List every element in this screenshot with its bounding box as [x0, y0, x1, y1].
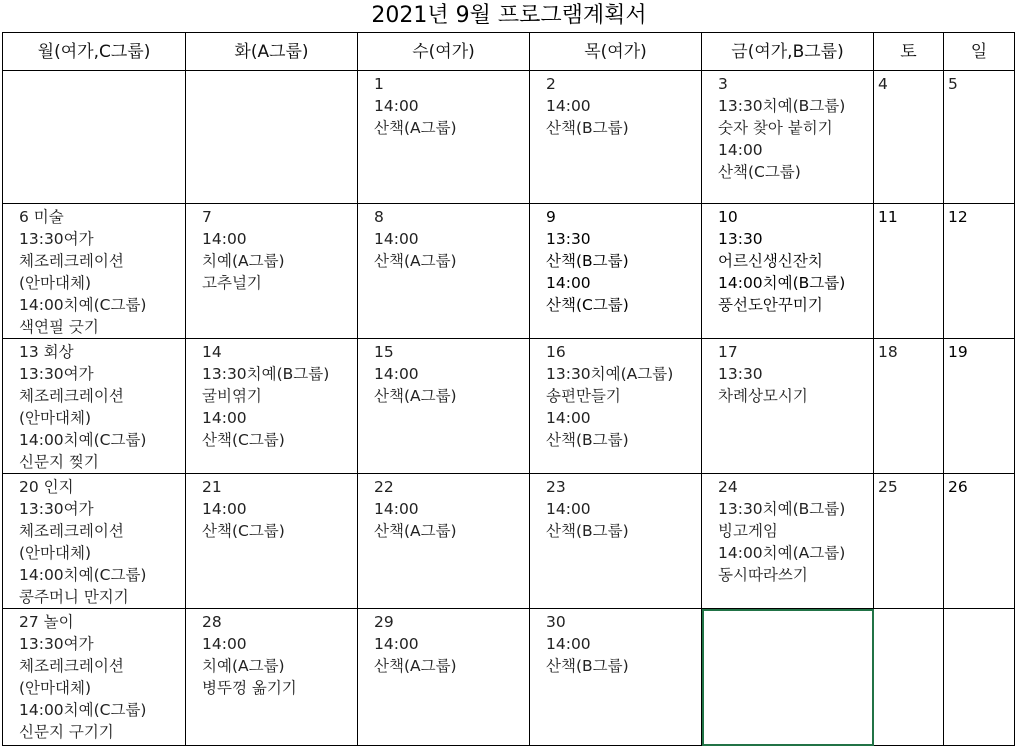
schedule-line: 13:30여가: [19, 230, 94, 248]
day-number: 18: [878, 343, 898, 361]
schedule-line: 산책(B그룹): [546, 522, 629, 540]
schedule-line: (안마대체): [19, 409, 91, 427]
day-number: 14: [202, 343, 222, 361]
schedule-line: 14:00: [202, 230, 247, 248]
schedule-line: 산책(B그룹): [546, 119, 629, 137]
day-cell-sun[interactable]: [944, 339, 1015, 474]
schedule-line: 체조레크레이션: [19, 387, 124, 405]
day-number: 4: [878, 75, 888, 93]
week-row: [3, 474, 1015, 609]
calendar-table: [2, 32, 1015, 746]
day-number: 16: [546, 343, 566, 361]
schedule-line: 동시따라쓰기: [718, 566, 808, 584]
day-cell-wed[interactable]: [358, 71, 530, 204]
schedule-line: 산책(C그룹): [718, 163, 801, 181]
schedule-line: 13:30치예(A그룹): [546, 365, 674, 383]
day-cell-sat[interactable]: [874, 71, 944, 204]
schedule-line: 산책(C그룹): [202, 522, 285, 540]
day-cell-wed[interactable]: [358, 609, 530, 746]
day-cell-thu[interactable]: [530, 204, 702, 339]
schedule-line: 풍선도안꾸미기: [718, 296, 823, 314]
day-number: 25: [878, 478, 898, 496]
schedule-line: 14:00치예(C그룹): [19, 296, 147, 314]
day-number: 8: [374, 208, 384, 226]
day-cell-mon[interactable]: [3, 609, 186, 746]
day-number: 7: [202, 208, 212, 226]
schedule-line: 송편만들기: [546, 387, 621, 405]
schedule-line: 산책(B그룹): [546, 657, 629, 675]
day-cell-thu[interactable]: [530, 474, 702, 609]
page-title: 2021년 9월 프로그램계획서: [371, 3, 647, 28]
day-number: 17: [718, 343, 738, 361]
schedule-line: 색연필 긋기: [19, 318, 99, 336]
schedule-line: 13:30: [718, 365, 763, 383]
schedule-line: (안마대체): [19, 544, 91, 562]
schedule-line: 산책(A그룹): [374, 522, 457, 540]
schedule-line: 고추널기: [202, 274, 262, 292]
schedule-line: 14:00: [718, 141, 763, 159]
week-row: [3, 204, 1015, 339]
schedule-line: 산책(A그룹): [374, 119, 457, 137]
schedule-line: 14:00: [374, 97, 419, 115]
header-fri[interactable]: 금(여가,B그룹): [702, 33, 874, 71]
day-cell-sat[interactable]: [874, 204, 944, 339]
day-cell-thu[interactable]: [530, 71, 702, 204]
schedule-line: 병뚜껑 옮기기: [202, 679, 297, 697]
week-row: [3, 71, 1015, 204]
schedule-line: 산책(C그룹): [546, 296, 629, 314]
schedule-line: 13:30: [546, 230, 591, 248]
day-number: 6 미술: [19, 208, 64, 226]
schedule-line: 14:00: [202, 500, 247, 518]
day-cell-tue[interactable]: [186, 71, 358, 204]
schedule-line: 신문지 구기기: [19, 723, 114, 741]
schedule-line: 체조레크레이션: [19, 252, 124, 270]
day-cell-fri[interactable]: [702, 339, 874, 474]
schedule-line: 체조레크레이션: [19, 657, 124, 675]
schedule-line: 14:00: [202, 635, 247, 653]
schedule-line: 13:30치예(B그룹): [718, 97, 846, 115]
day-number: 23: [546, 478, 566, 496]
day-cell-sun[interactable]: [944, 474, 1015, 609]
schedule-line: 14:00치예(B그룹): [718, 274, 846, 292]
schedule-line: 14:00: [202, 409, 247, 427]
schedule-line: 산책(C그룹): [202, 431, 285, 449]
header-tue[interactable]: 화(A그룹): [186, 33, 358, 71]
schedule-line: 14:00치예(C그룹): [19, 431, 147, 449]
day-number: 12: [948, 208, 968, 226]
day-cell-tue[interactable]: [186, 609, 358, 746]
day-cell-mon[interactable]: [3, 474, 186, 609]
header-sat[interactable]: 토: [874, 33, 944, 71]
header-row: [3, 33, 1015, 71]
day-number: 20 인지: [19, 478, 74, 496]
day-number: 10: [718, 208, 738, 226]
schedule-line: 치예(A그룹): [202, 252, 285, 270]
day-cell-wed[interactable]: [358, 474, 530, 609]
day-cell-fri[interactable]: [702, 71, 874, 204]
week-row: [3, 339, 1015, 474]
schedule-line: 체조레크레이션: [19, 522, 124, 540]
schedule-line: 14:00: [546, 409, 591, 427]
schedule-line: 산책(A그룹): [374, 657, 457, 675]
schedule-line: 14:00: [374, 635, 419, 653]
day-cell-wed[interactable]: [358, 204, 530, 339]
schedule-line: 어르신생신잔치: [718, 252, 823, 270]
schedule-line: 산책(A그룹): [374, 387, 457, 405]
schedule-line: 산책(B그룹): [546, 431, 629, 449]
day-number: 21: [202, 478, 222, 496]
day-number: 5: [948, 75, 958, 93]
day-number: 19: [948, 343, 968, 361]
schedule-line: 신문지 찢기: [19, 453, 99, 471]
day-cell-mon[interactable]: [3, 339, 186, 474]
schedule-line: (안마대체): [19, 679, 91, 697]
day-cell-fri[interactable]: [702, 474, 874, 609]
schedule-line: 14:00: [546, 274, 591, 292]
day-cell-sat[interactable]: [874, 609, 944, 746]
schedule-line: 13:30치예(B그룹): [718, 500, 846, 518]
day-number: 22: [374, 478, 394, 496]
day-number: 1: [374, 75, 384, 93]
schedule-line: 14:00치예(C그룹): [19, 701, 147, 719]
day-cell-sun[interactable]: [944, 71, 1015, 204]
day-number: 9: [546, 208, 556, 226]
day-number: 13 회상: [19, 343, 74, 361]
day-cell-tue[interactable]: [186, 339, 358, 474]
day-number: 2: [546, 75, 556, 93]
header-thu[interactable]: 목(여가): [530, 33, 702, 71]
schedule-line: 숫자 찾아 붙히기: [718, 119, 833, 137]
schedule-line: 산책(A그룹): [374, 252, 457, 270]
schedule-line: 14:00: [546, 635, 591, 653]
schedule-line: 차례상모시기: [718, 387, 808, 405]
day-cell-mon[interactable]: [3, 204, 186, 339]
schedule-line: 14:00: [374, 230, 419, 248]
schedule-line: 14:00: [374, 365, 419, 383]
day-number: 27 놀이: [19, 613, 74, 631]
week-row: [3, 609, 1015, 746]
schedule-line: 14:00치예(C그룹): [19, 566, 147, 584]
day-number: 11: [878, 208, 898, 226]
header-mon[interactable]: 월(여가,C그룹): [3, 33, 186, 71]
header-wed[interactable]: 수(여가): [358, 33, 530, 71]
day-number: 26: [948, 478, 968, 496]
day-number: 28: [202, 613, 222, 631]
schedule-line: 14:00: [374, 500, 419, 518]
day-cell-tue[interactable]: [186, 474, 358, 609]
day-cell-fri[interactable]: [702, 609, 874, 746]
schedule-line: 13:30치예(B그룹): [202, 365, 330, 383]
schedule-line: 14:00: [546, 500, 591, 518]
schedule-line: 굴비엮기: [202, 387, 262, 405]
day-cell-fri[interactable]: [702, 204, 874, 339]
day-cell-mon[interactable]: [3, 71, 186, 204]
day-number: 29: [374, 613, 394, 631]
schedule-line: (안마대체): [19, 274, 91, 292]
day-number: 15: [374, 343, 394, 361]
day-cell-thu[interactable]: [530, 609, 702, 746]
day-cell-tue[interactable]: [186, 204, 358, 339]
day-cell-sat[interactable]: [874, 474, 944, 609]
schedule-line: 치예(A그룹): [202, 657, 285, 675]
day-cell-sat[interactable]: [874, 339, 944, 474]
schedule-line: 13:30여가: [19, 500, 94, 518]
day-cell-sun[interactable]: [944, 204, 1015, 339]
day-cell-sun[interactable]: [944, 609, 1015, 746]
schedule-line: 14:00치예(A그룹): [718, 544, 846, 562]
day-cell-thu[interactable]: [530, 339, 702, 474]
schedule-line: 콩주머니 만지기: [19, 588, 129, 606]
schedule-line: 빙고게임: [718, 522, 778, 540]
schedule-line: 산책(B그룹): [546, 252, 629, 270]
day-cell-wed[interactable]: [358, 339, 530, 474]
day-number: 24: [718, 478, 738, 496]
day-number: 30: [546, 613, 566, 631]
schedule-line: 14:00: [546, 97, 591, 115]
schedule-line: 13:30여가: [19, 635, 94, 653]
header-sun[interactable]: 일: [944, 33, 1015, 71]
day-number: 3: [718, 75, 728, 93]
schedule-line: 13:30여가: [19, 365, 94, 383]
schedule-line: 13:30: [718, 230, 763, 248]
